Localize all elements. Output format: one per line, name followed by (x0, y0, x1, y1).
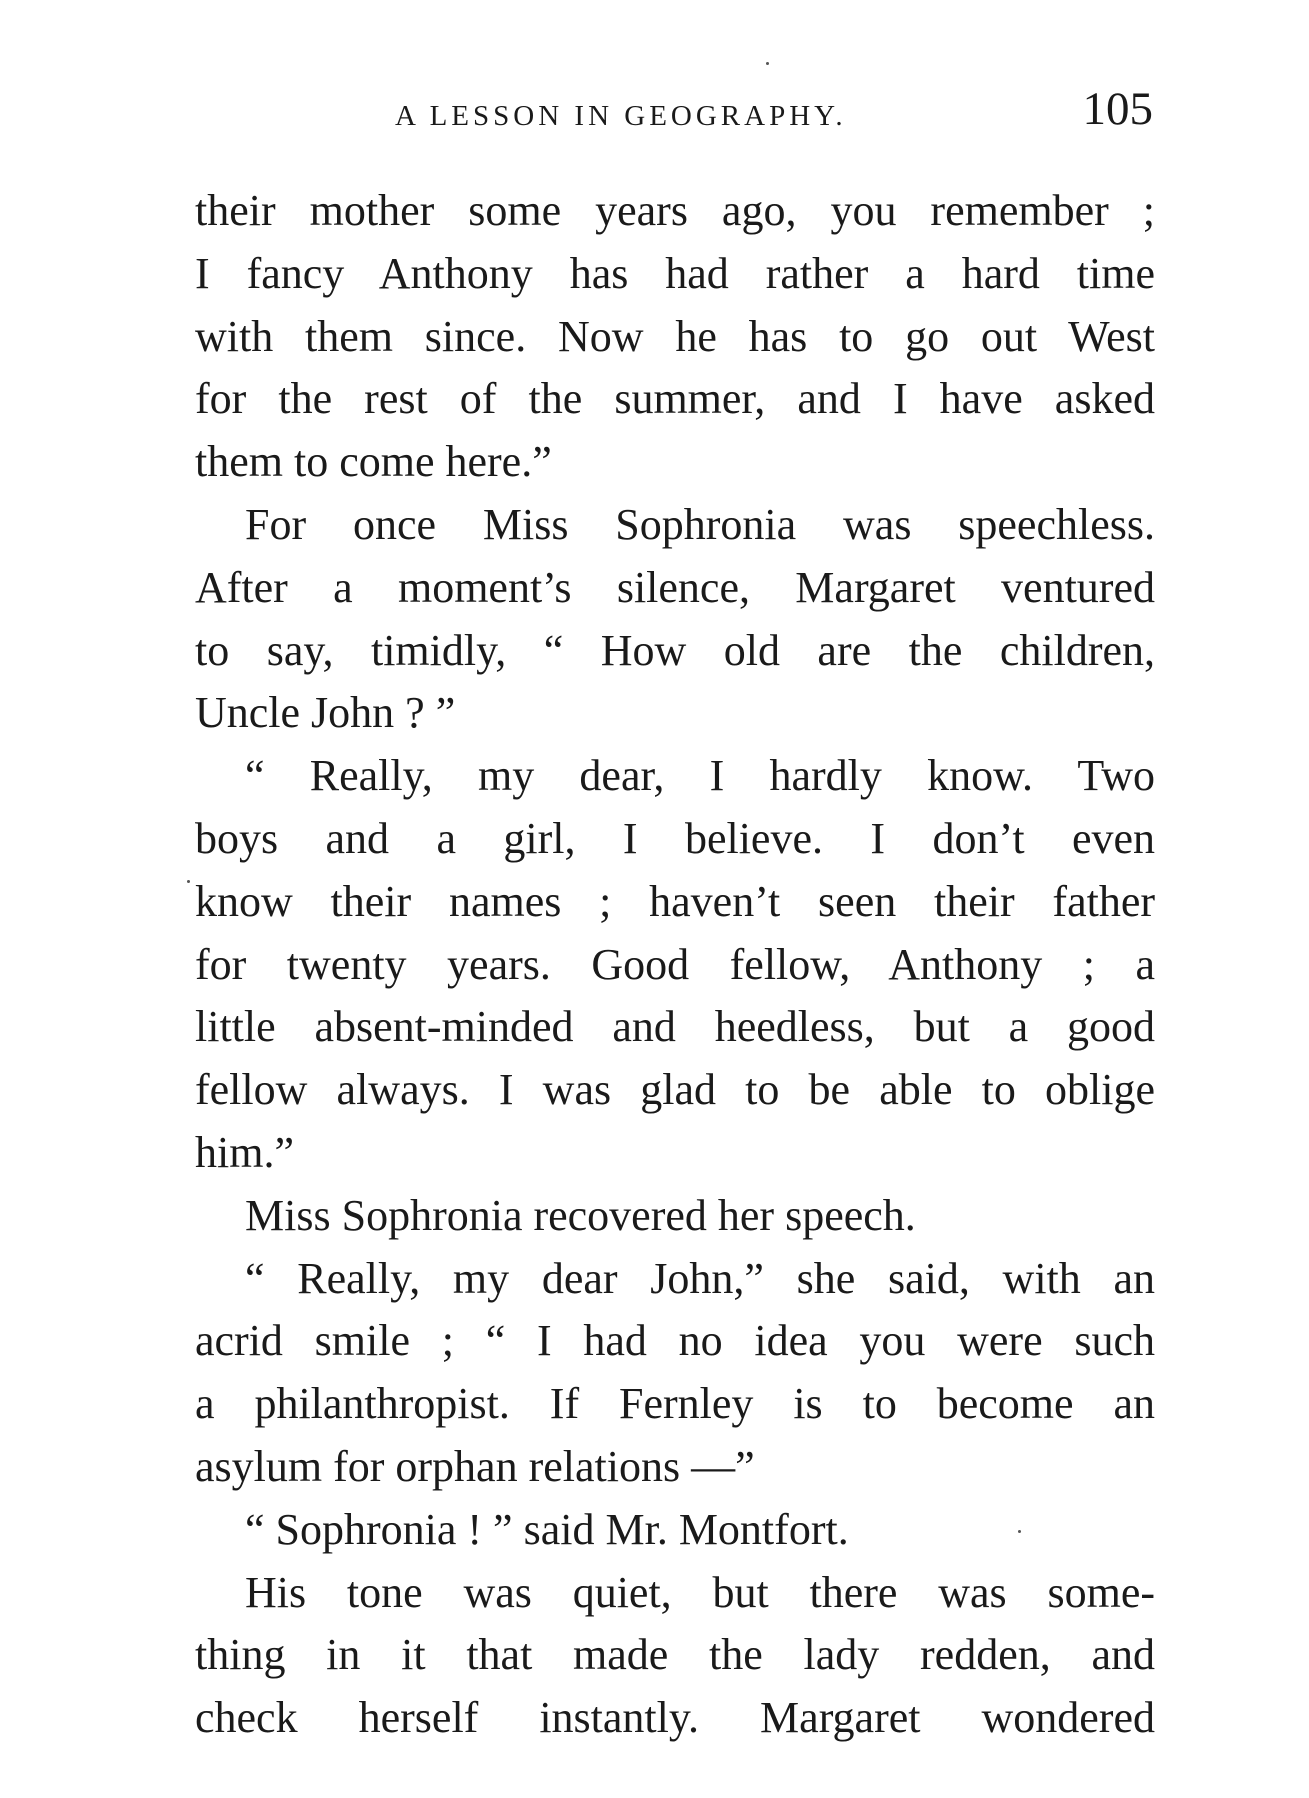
text-line: their mother some years ago, you remember ; (195, 186, 1155, 235)
paper-speck (1018, 1530, 1021, 1533)
text-line: for twenty years. Good fellow, Anthony ; a (195, 939, 1155, 989)
text-line: a philanthropist. If Fernley is to become an (195, 1379, 1155, 1429)
text-line: to say, timidly, “ How old are the children, (195, 625, 1155, 675)
running-title: A LESSON IN GEOGRAPHY. (395, 100, 847, 132)
text-line: “ Really, my dear, I hardly know. Two (245, 751, 1155, 801)
text-line: him.” (195, 1127, 294, 1177)
text-line: After a moment’s silence, Margaret ventured (195, 562, 1155, 612)
text-line: with them since. Now he has to go out West (195, 311, 1155, 361)
text-line: For once Miss Sophronia was speechless. (245, 499, 1155, 549)
text-line: little absent-minded and heedless, but a good (195, 1002, 1155, 1052)
text-line: Uncle John ? ” (195, 688, 456, 738)
paper-speck (187, 880, 190, 883)
text-line: boys and a girl, I believe. I don’t even (195, 813, 1155, 863)
text-line: know their names ; haven’t seen their father (195, 876, 1155, 926)
text-line: fellow always. I was glad to be able to oblige (195, 1065, 1155, 1115)
text-line: I fancy Anthony has had rather a hard time (195, 248, 1155, 298)
body-text (195, 180, 1155, 1750)
text-line: them to come here.” (195, 437, 552, 487)
text-line: for the rest of the summer, and I have asked (195, 374, 1155, 424)
paper-speck (766, 62, 769, 65)
text-line: acrid smile ; “ I had no idea you were such (195, 1316, 1155, 1366)
running-head (395, 82, 1153, 142)
text-line: “ Sophronia ! ” said Mr. Montfort. (245, 1504, 849, 1554)
text-line: Miss Sophronia recovered her speech. (245, 1190, 916, 1240)
text-line: “ Really, my dear John,” she said, with an (245, 1253, 1155, 1303)
text-line: asylum for orphan relations —” (195, 1441, 755, 1491)
text-line: check herself instantly. Margaret wondered (195, 1693, 1155, 1743)
text-line: thing in it that made the lady redden, and (195, 1630, 1155, 1680)
page-number: 105 (1082, 83, 1153, 135)
text-line: His tone was quiet, but there was some- (245, 1567, 1155, 1617)
